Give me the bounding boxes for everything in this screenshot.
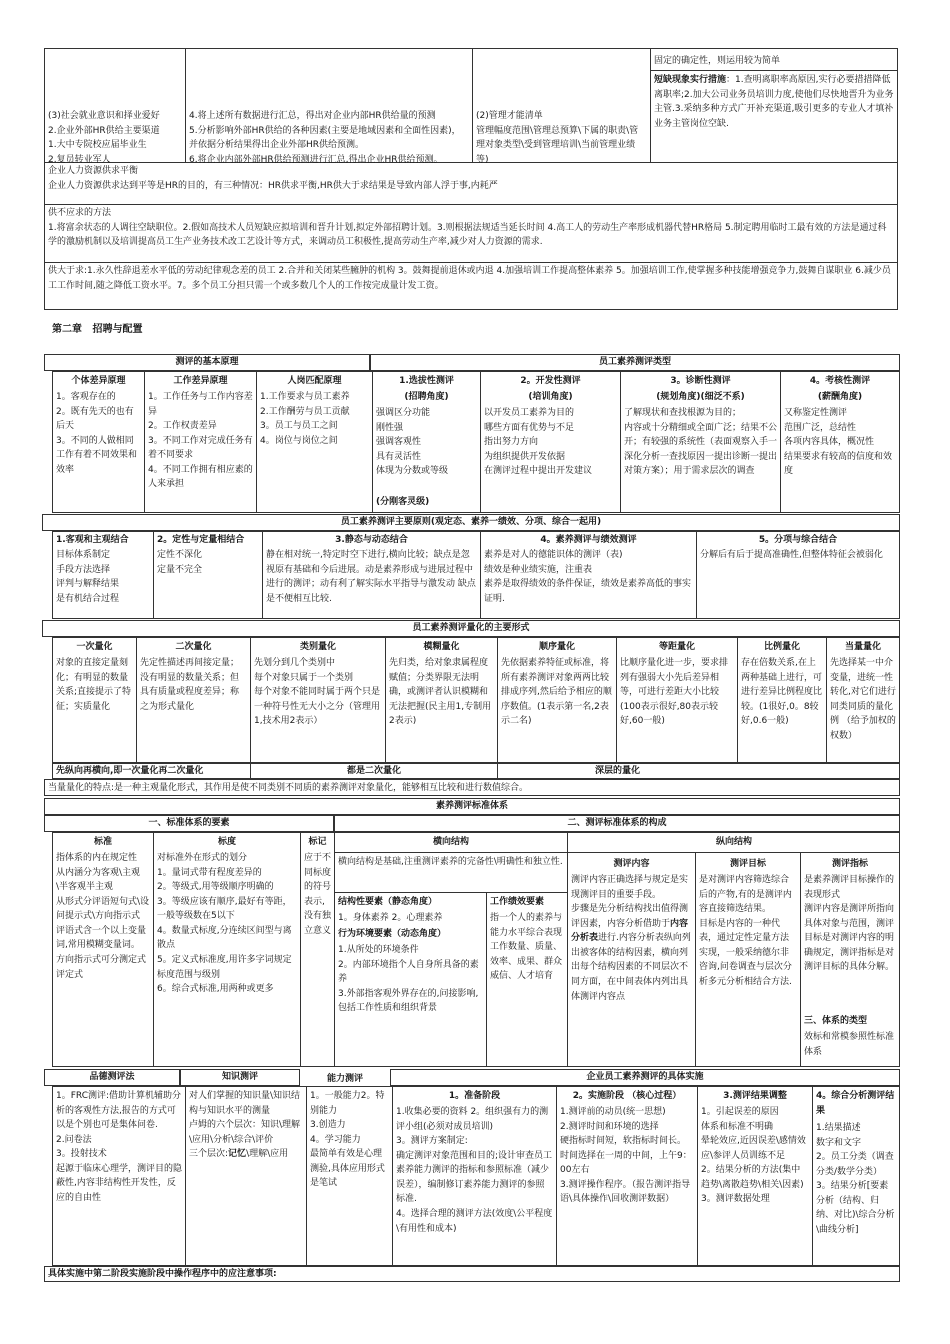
- type-body-development: 以开发员工素养为目的 哪些方面有优势与不足 指出努力方向 为组织提供开发依据 在测评过程中提出开发建议: [484, 408, 593, 477]
- quant-title-equivalent: 当量量化: [844, 642, 881, 652]
- principle-body-individual: 1。客观存在的 2。既有先天的也有后天 3。不同的人做相同工作有着不同效果和效率: [56, 392, 138, 475]
- highlight-phrase: 内容分析表: [571, 918, 689, 944]
- horizontal-structural-body: 1。身体素养 2。心理素养: [338, 913, 443, 923]
- top-row-shortage: 供不应求的方法 1.将富余状态的人调往空缺职位。2.假如高技术人员短缺应拟培训和晋升计划,拟定外部招聘计划。3.则根据法规适当延长时间 4.高工人的劳动生产率形成机器代替HR格局 5.制定聘用临时工最有效的方法是通过科学的激励机制以及培训提高员工生产业务技术改工艺设计等方式，来调动员工积极性,提高劳动生产率,减少对人力资源的需求.: [48, 208, 887, 248]
- top-cell-shortage-measures: [651, 72, 897, 162]
- quant-summary-1: 先纵向再横向,即一次量化再二次量化: [56, 766, 204, 776]
- highlight-phrase: 记忆: [228, 1149, 247, 1160]
- quant-body-secondary: 先定性描述再间接定量；没有明显的数量关系；但具有质量或程度差异；称之为形式量化: [140, 658, 240, 712]
- type-sub-assessment: (薪酬角度): [817, 392, 863, 402]
- quant-title-secondary: 二次量化: [175, 642, 212, 652]
- top-cell-supply-channels: (3)社会就业意识和择业爱好 2.企业外部HR供给主要渠道 1.大中专院校应届毕业生 2.复员转业军人: [48, 111, 160, 165]
- quant-body-fuzzy: 先归类，给对象隶属程度赋值；分类界限无法明确，或测评者认识模糊和无法把握(民主用1,专制用2表示): [389, 658, 492, 727]
- vertical-index-body: 是素养测评目标操作的表现形式 测评内容是测评所指向具体对象与范围，测评目标是对测评内容的明确规定，测评指标是对测评目标的具体分解。: [804, 875, 895, 973]
- type-sub-selection: (招聘角度): [404, 392, 449, 402]
- stage-body-implement: 1.测评前的动员(统一思想) 2.测评时间和环境的选择 硬指标时间短，软指标时间长。时间选择在一周的中间，上午9：00左右 3.测评操作程序。（报告测评指导语\具体操作\回收测评数据）: [560, 1107, 692, 1205]
- ability-body: 1。一般能力2。特别能力 3.创造力 4。学习能力 最简单有效是心理测验,具体应用形式是笔试: [310, 1091, 385, 1189]
- principle2-title-itemized: 5。分项与综合结合: [758, 535, 838, 545]
- type-body-assessment: 又称鉴定性测评 范围广泛，总结性 各项内容具体，概况性 结果要求有较高的信度和效度: [784, 408, 893, 477]
- stage-title-implement: 2。实施阶段 （核心过程）: [572, 1091, 682, 1101]
- sec2-title: 员工素养测评主要原则(观定态、素养一绩效、分项、综合一起用): [340, 517, 602, 527]
- mark-title: 标记: [308, 837, 327, 847]
- shortage-label: 短缺现象实行措施: [654, 75, 727, 85]
- sec5-right-title: 企业员工素养测评的具体实施: [586, 1072, 704, 1082]
- sec1-left-title: 测评的基本原理: [175, 357, 239, 367]
- sec4-title: 素养测评标准体系: [435, 801, 508, 811]
- top-row-balance: 企业人力资源供求平衡 企业人力资源供求达到平等是HR的目的，有三种情况：HR供求平衡,HR供大于求结果是导致内部人浮于事,内耗严: [48, 166, 498, 191]
- quant-body-ratio: 存在倍数关系,在上两种基础上进行，可进行差异比例程度比较。(1很好,0。8较好,0.6一般): [741, 658, 823, 727]
- horizontal-behavior-title: 行为环境要素（动态角度）: [338, 929, 447, 939]
- sec5-footer: 具体实施中第二阶段实施阶段中操作程序中的应注意事项:: [48, 1269, 277, 1279]
- principle-body-work: 1。工作任务与工作内容差异 2。工作权责差异 3。不同工作对完成任务有着不同要求 4。不同工作拥有相应素的人来承担: [148, 392, 253, 490]
- moral-body: 1。FRC测评:借助计算机辅助分析的客观性方法,报告的方式可以是个别也可是集体问卷. 2.问卷法 3。投射技术 起源于临床心理学，测评目的隐蔽性,内容非结构性开发性，反应的自由性: [56, 1091, 183, 1204]
- principle-title-work: 工作差异原理: [173, 376, 228, 386]
- principle-title-individual: 个体差异原理: [71, 376, 126, 386]
- tab-ability: 能力测评: [326, 1074, 363, 1084]
- type-sub-diagnostic: (规划角度)(细泛不系): [656, 392, 745, 402]
- quant-body-equivalent: 先选择某一中介变量，进统一性转化,对它们进行同类同质的量化例 （给予加权的权数）: [830, 658, 896, 741]
- quant-title-category: 类别量化: [299, 642, 336, 652]
- vertical-goal-title: 测评目标: [729, 859, 766, 869]
- stage-body-prep: 1.收集必要的资料 2。组织强有力的测评小组(必须对成员培训) 3。测评方案制定: 确定测评对象范围和目的;设计审查员工素养能力测评的指标和参照标准（减少误差），编制修订素养能力测评的参照标准. 4。选择合理的测评方法(效度\公平程度\有用性和成本): [396, 1107, 553, 1234]
- principle2-body-performance: 素养是对人的德能识体的测评（表) 绩效是种业绩实施，注重表 素养是取得绩效的条件保证，绩效是素养高低的事实证明.: [484, 550, 692, 604]
- shortage-body: ：1.查明离职率高原因,实行必要措措降低离职率;2.加大公司业务员培训力度,使他们尽快地晋升为业务主管.3.采纳多种方式广开补充渠道,吸引更多的专业人才填补业务主管岗位空缺.: [654, 75, 894, 129]
- vertical-index-sub-title: 三、体系的类型: [804, 1016, 868, 1026]
- horizontal-structural-title: 结构性要素（静态角度）: [338, 897, 438, 907]
- horizontal-performance-title: 工作绩效要素: [490, 897, 545, 907]
- horizontal-behavior-body: 1.从所处的环境条件 2。内部环境指个人自身所具备的素养 3.外部指客观外界存在的,问接影响,包括工作性质和组织背景: [338, 945, 479, 1014]
- quant-title-primary: 一次量化: [76, 642, 113, 652]
- principle2-body-itemized: 分解后有后于提高准确性,但整体特征会被弱化: [700, 550, 883, 560]
- type-title-selection: 1.选拔性测评: [399, 376, 454, 386]
- top-row-surplus: 供大于求:1.永久性辞退差水平低的劳动纪律观念差的员工 2.合并和关闭某些臃肿的机构 3。鼓舞提前退休或内退 4.加强培训工作提高整体素养 5。加强培训工作,使掌握多种技能增强竞争力,鼓舞自谋职业 6.减少员工工作时间,随之降低工资水平。7。多个员工分担只需一个或多数几个人的工作按完成量计发工资。: [48, 266, 891, 291]
- top-cell-certainty: 固定的确定性，则运用较为简单: [654, 56, 781, 66]
- principle-title-match: 人岗匹配原理: [287, 376, 342, 386]
- principle2-body-static: 静在相对统一,特定时空下进行,横向比较；缺点是忽视原有基础和今后进展。动是素养形成与进展过程中进行的测评；动有利了解实际水平指导与激发动 缺点是不便相互比较.: [266, 550, 476, 604]
- quant-body-order: 先依据素养特征或标准，将所有素养测评对象两两比较排成序列,然后给予相应的顺序数值。(1表示第一名,2表示二名): [501, 658, 612, 727]
- principle2-title-static: 3.静态与动态结合: [335, 535, 408, 545]
- type-sub-development: (培训角度): [528, 392, 573, 402]
- vertical-title: 纵向结构: [715, 837, 752, 847]
- type-title-assessment: 4。考核性测评: [809, 376, 871, 386]
- sec1-right-title: 员工素养测评类型: [598, 357, 671, 367]
- type-body-selection: 强调区分功能 刚性强 强调客观性 具有灵活性 体现为分数或等级: [376, 408, 449, 477]
- quant-summary-2: 都是二次量化: [346, 766, 401, 776]
- principle2-title-performance: 4。素养测评与绩效测评: [540, 535, 637, 545]
- top-cell-management-list: (2)管理才能清单 管理幅度范围\管理总预算\下属的职责\管理对象类型\受到管理培训\当前管理业绩等): [476, 111, 639, 165]
- principle2-body-qualitative: 定性不深化 定量不完全: [157, 550, 203, 575]
- horizontal-intro: 横向结构是基础,注重测评素养的完备性\明确性和独立性.: [338, 857, 563, 867]
- quant-title-fuzzy: 模糊量化: [423, 642, 460, 652]
- quant-title-order: 顺序量化: [538, 642, 575, 652]
- vertical-content-body: 测评内容正确选择与规定是实现测评目的重要手段。 步骤是先分析结构找出值得测评因素，内容分析借助于内容分析表进行.内容分析表纵向列出被客体的结构因素，横向列出每个结构因素的不同层次不同方面，在中间表体内列出具体测评内容点: [571, 875, 691, 1002]
- stage-title-analysis: 4。综合分析测评结果: [816, 1091, 895, 1116]
- horizontal-title: 横向结构: [432, 837, 469, 847]
- quant-equivalence-note: 当量量化的特点:是一种主观量化形式，其作用是使不同类别不同质的素养测评对象量化，能够相互比较和进行数值综合。: [48, 783, 529, 793]
- stage-title-prep: 1。准备阶段: [448, 1091, 501, 1101]
- tab-moral: 品德测评法: [89, 1072, 135, 1082]
- principle-body-match: 1.工作要求与员工素养 2.工作酬劳与员工贡献 3。员工与员工之间 4。岗位与岗位之间: [260, 392, 350, 446]
- horizontal-performance-body: 指一个人的素养与能力水平综合表现 工作数量、质量、效率、成果、群众威信、人才培育: [490, 913, 563, 982]
- top-cell-forecast-steps: 4.将上述所有数据进行汇总，得出对企业内部HR供给量的预测 5.分析影响外部HR供给的各种因素(主要是地域因素和全面性因素)，并依据分析结果得出企业外部HR供给预测。 6.将企业内部外部HR供给预测进行汇总,得出企业HR供给预测。: [189, 111, 461, 165]
- knowledge-body: 对人们掌握的知识量\知识结构与知识水平的测量 卢姆的六个层次：知识\理解\应用\分析\综合\评价 三个层次:记忆\理解\应用: [189, 1091, 301, 1160]
- type-title-diagnostic: 3。诊断性测评: [670, 376, 731, 386]
- stage-title-adjust: 3.测评结果调整: [723, 1091, 787, 1101]
- scale-title: 标度: [217, 837, 236, 847]
- sec4-left-title: 一、标准体系的要素: [148, 818, 230, 828]
- stage-body-analysis: 1.结果描述 数字和文字 2。员工分类（调查分类/数学分类） 3。结果分析[要素分析（结构、归纳、对比)\综合分析\曲线分析]: [816, 1123, 895, 1236]
- standard-body: 指体系的内在规定性 从内涵分为客观\主观\半客观半主观 从形式分评语短句式\设问提示式\方向指示式 评语式含一个以上变量词,常用模糊变量词。 方向指示式可分测定式评定式: [56, 853, 150, 980]
- vertical-index-sub-body: 效标和常模参照性标准体系: [804, 1032, 895, 1057]
- principle2-body-objective: 目标体系制定 手段方法选择 评判与解释结果 是有机结合过程: [56, 550, 120, 604]
- sec4-right-title: 二、测评标准体系的构成: [567, 818, 667, 828]
- type-body-diagnostic: 了解现状和查找根源为目的； 内容或十分精细或全面广泛；结果不公开；有较强的系统性（表面观察入手一深化分析一查找原因一提出诊断一提出对策方案）；用于需求层次的调查: [624, 408, 778, 477]
- quant-body-primary: 对象的直接定量刻化；有明显的数量关系;直接提示了特征；实质量化: [56, 658, 132, 712]
- standard-title: 标准: [93, 837, 112, 847]
- scale-body: 对标准外在形式的划分 1。量词式带有程度差异的 2。等级式,用等级顺序明确的 3。等级应该有顺序,最好有等距，一般等级数在5以下 4。数量式标度,分连续区间型与离散点 5。定义式标准度,用许多字词规定标度范围与级别 6。综合式标准,用两种或更多: [157, 853, 292, 995]
- principle2-title-qualitative: 2。定性与定量相结合: [157, 535, 245, 545]
- quant-body-interval: 比顺序量化进一步，要求排列有强弱大小先后差异相等，可进行差距大小比较(100表示很好,80表示较好,60一般): [620, 658, 729, 727]
- vertical-content-title: 测评内容: [613, 859, 650, 869]
- type-title-development: 2。开发性测评: [520, 376, 581, 386]
- vertical-goal-body: 是对测评内容筛选综合后的产物,有的是测评内容直接筛选结果。 目标是内容的一种代表，通过定性定量方法实现，一般采纳德尔非咨询,问卷调查与层次分析多元分析相结合方法.: [699, 875, 792, 988]
- mark-body: 应于不同标度的符号表示,没有独立意义: [304, 853, 332, 936]
- chapter-title: 第二章 招聘与配置: [52, 324, 143, 335]
- vertical-index-title: 测评指标: [831, 859, 868, 869]
- quant-summary-3: 深层的量化: [594, 766, 640, 776]
- principle2-title-objective: 1.客观和主观结合: [56, 535, 129, 545]
- quant-body-category: 先划分到几个类别中 每个对象只属于一个类别 每个对象不能同时属于两个只是一种符号性无大小之分（管理用1,技术用2表示）: [254, 658, 381, 727]
- type-note-selection: (分刚客灵级): [376, 497, 430, 507]
- sec3-title: 员工素养测评量化的主要形式: [412, 623, 530, 633]
- quant-title-interval: 等距量化: [658, 642, 695, 652]
- stage-body-adjust: 1。引起误差的原因 体系和标准不明确 晕轮效应,近因误差\感情效应\参评人员训练不足 2。结果分析的方法(集中趋势\离散趋势\相关\因素) 3。测评数据处理: [701, 1107, 806, 1205]
- tab-knowledge: 知识测评: [221, 1072, 258, 1082]
- quant-title-ratio: 比例量化: [763, 642, 800, 652]
